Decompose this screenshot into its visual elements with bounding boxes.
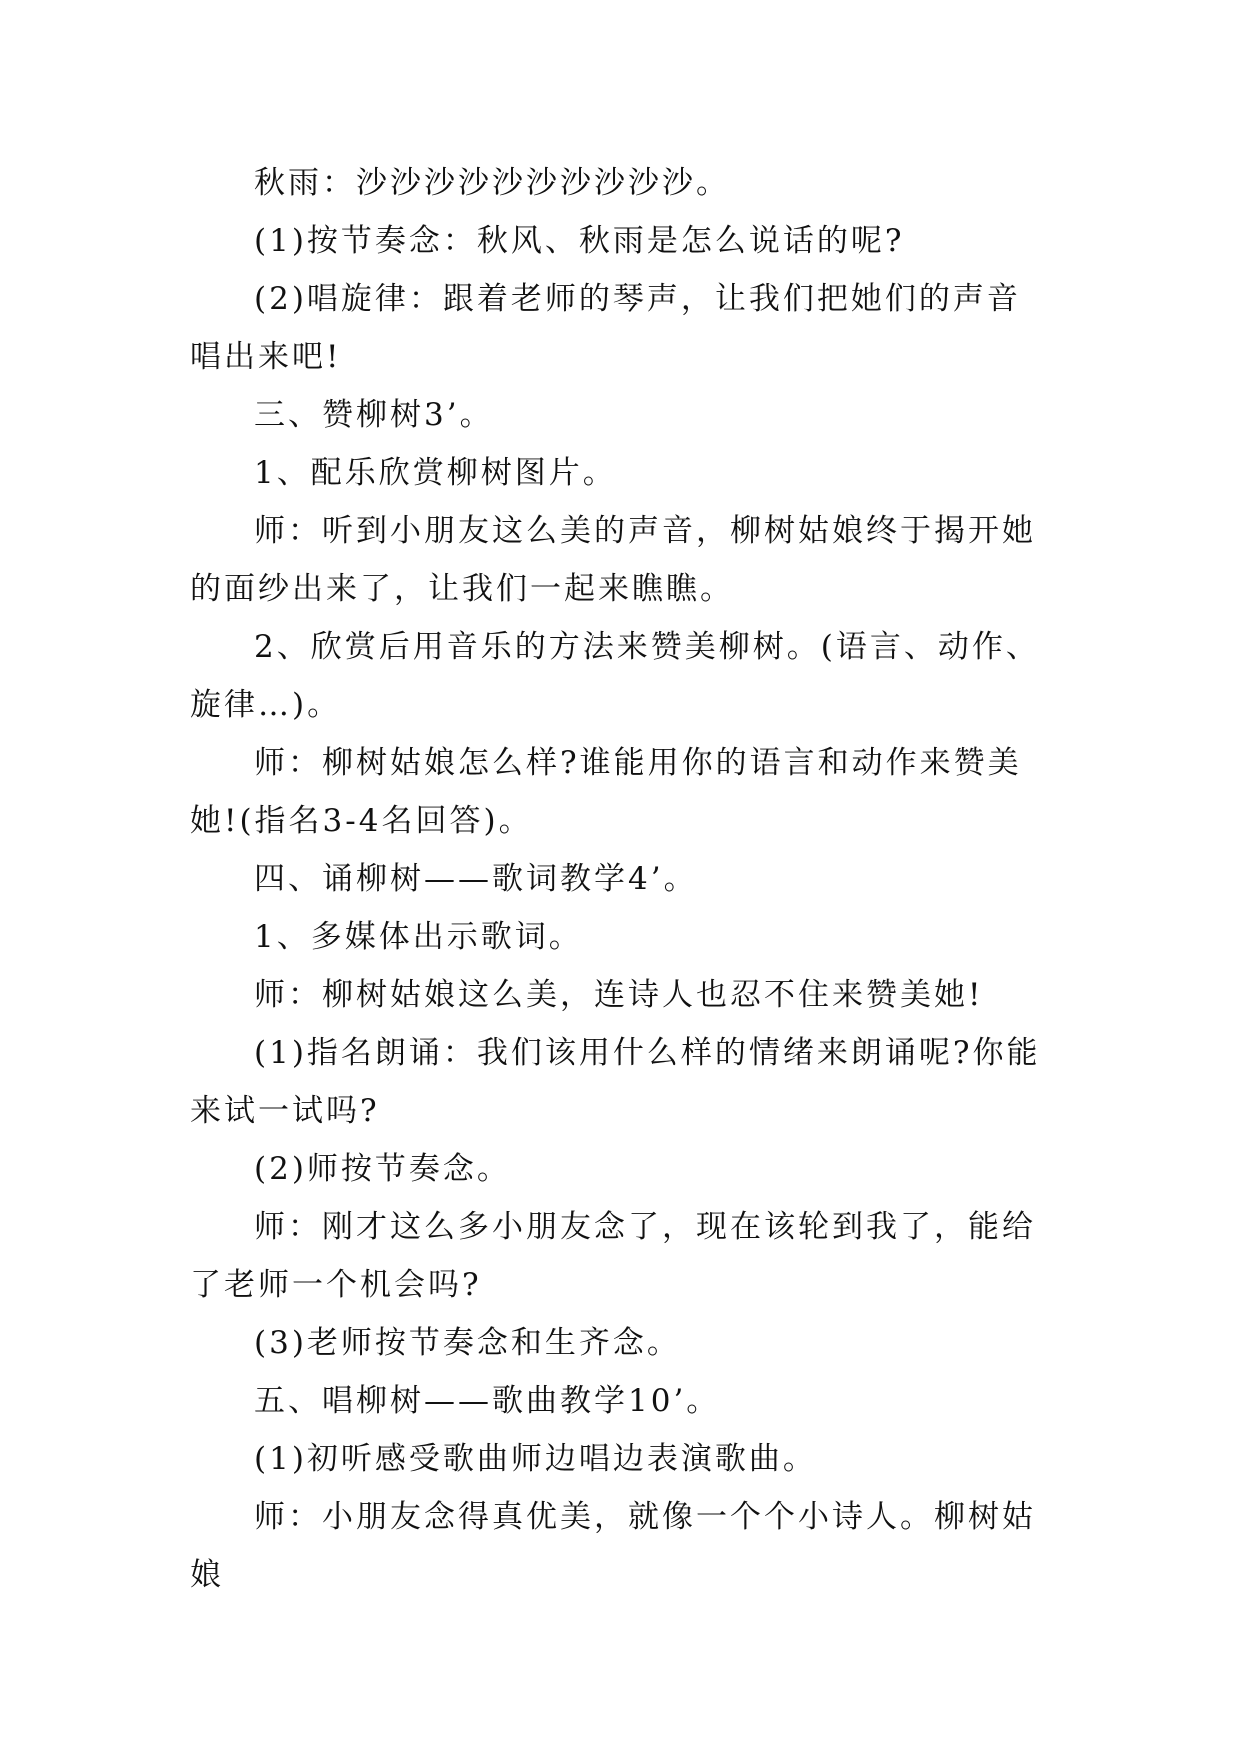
paragraph: 师：小朋友念得真优美，就像一个个小诗人。柳树姑娘 [190,1499,1036,1593]
paragraph: 秋雨：沙沙沙沙沙沙沙沙沙沙。 [254,165,730,201]
paragraph: 1、多媒体出示歌词。 [254,919,583,955]
paragraph: 师：柳树姑娘这么美，连诗人也忍不住来赞美她! [254,977,984,1013]
paragraph: (1)指名朗诵：我们该用什么样的情绪来朗诵呢?你能来试一试吗? [190,1035,1041,1129]
paragraph: (1)按节奏念：秋风、秋雨是怎么说话的呢? [254,223,905,259]
paragraph: (2)唱旋律：跟着老师的琴声，让我们把她们的声音唱出来吧! [190,281,1021,375]
section-heading: 四、诵柳树——歌词教学4’。 [254,861,698,897]
paragraph: 师：刚才这么多小朋友念了，现在该轮到我了，能给了老师一个机会吗? [190,1209,1036,1303]
section-heading: 五、唱柳树——歌曲教学10’。 [254,1383,721,1419]
paragraph: 1、配乐欣赏柳树图片。 [254,455,617,491]
paragraph: (1)初听感受歌曲师边唱边表演歌曲。 [254,1441,817,1477]
paragraph: (2)师按节奏念。 [254,1151,511,1187]
paragraph: 2、欣赏后用音乐的方法来赞美柳树。(语言、动作、旋律…)。 [190,629,1040,723]
document-body [190,154,1050,1604]
paragraph: (3)老师按节奏念和生齐念。 [254,1325,681,1361]
paragraph: 师：听到小朋友这么美的声音，柳树姑娘终于揭开她的面纱出来了，让我们一起来瞧瞧。 [190,513,1036,607]
paragraph: 师：柳树姑娘怎么样?谁能用你的语言和动作来赞美她!(指名3-4名回答)。 [190,745,1022,839]
section-heading: 三、赞柳树3’。 [254,397,494,433]
